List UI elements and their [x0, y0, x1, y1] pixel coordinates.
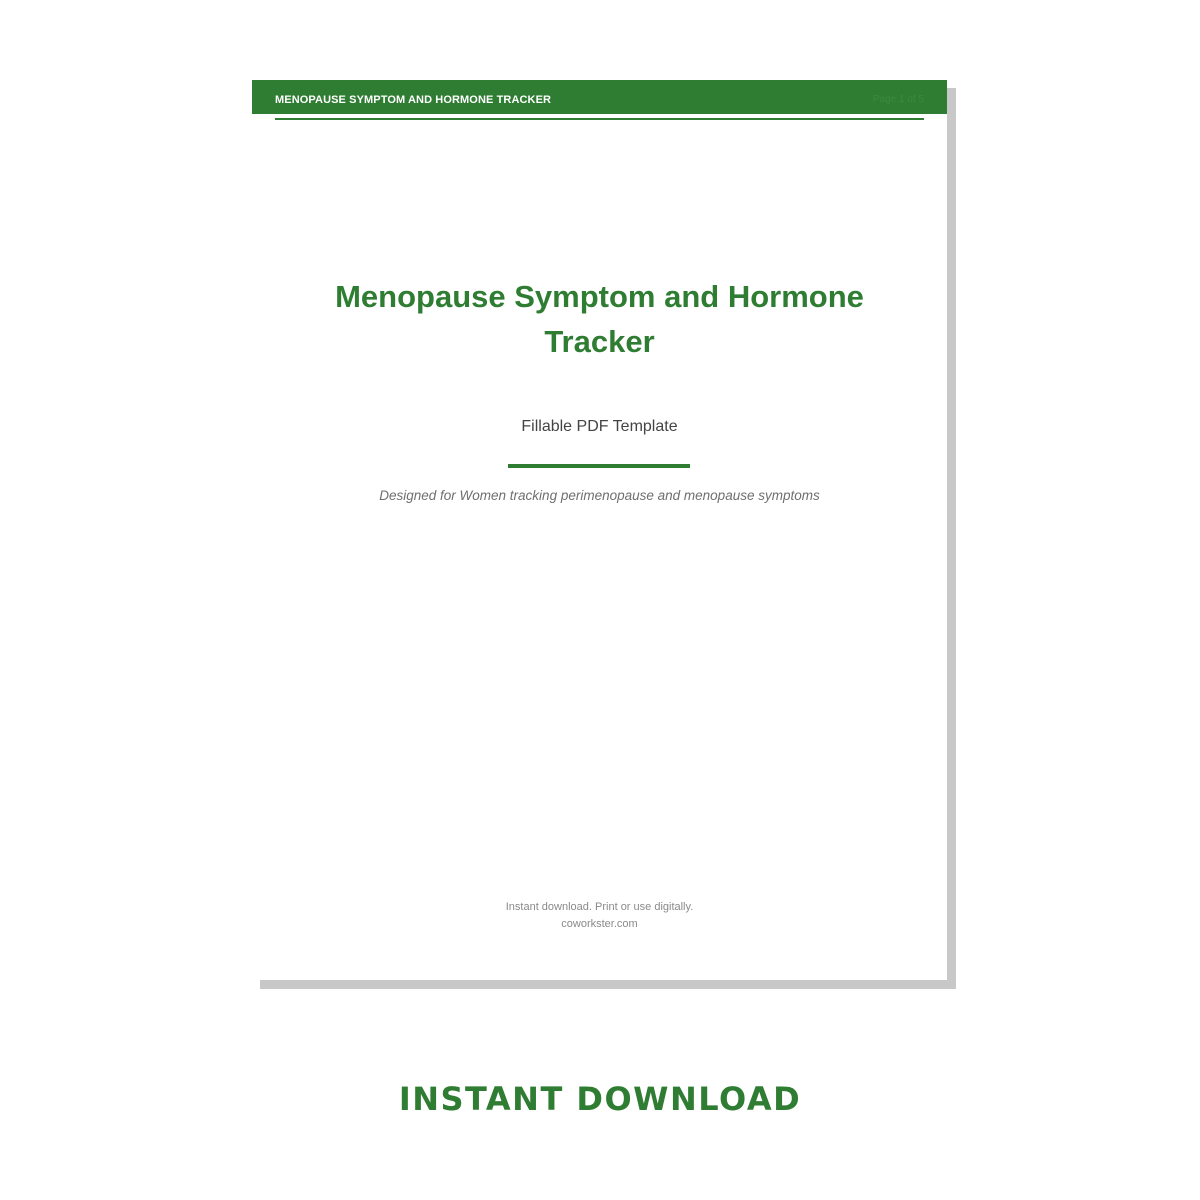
document-title-line2: Tracker	[544, 324, 655, 359]
header-bar	[252, 80, 947, 114]
footer-website: coworkster.com	[561, 918, 638, 930]
accent-divider	[508, 464, 690, 468]
instant-download-banner: INSTANT DOWNLOAD	[398, 1080, 802, 1118]
document-title	[252, 274, 947, 364]
audience-text: Designed for Women tracking perimenopause and menopause symptoms	[379, 488, 820, 503]
document-subtitle: Fillable PDF Template	[521, 418, 678, 435]
page-number: Page 1 of 5	[872, 94, 924, 105]
header-title: MENOPAUSE SYMPTOM AND HORMONE TRACKER	[275, 94, 552, 106]
document-title-line1: Menopause Symptom and Hormone	[335, 279, 864, 314]
header-divider	[275, 118, 924, 120]
footer-note: Instant download. Print or use digitally.	[505, 901, 694, 913]
document-page	[252, 80, 947, 980]
